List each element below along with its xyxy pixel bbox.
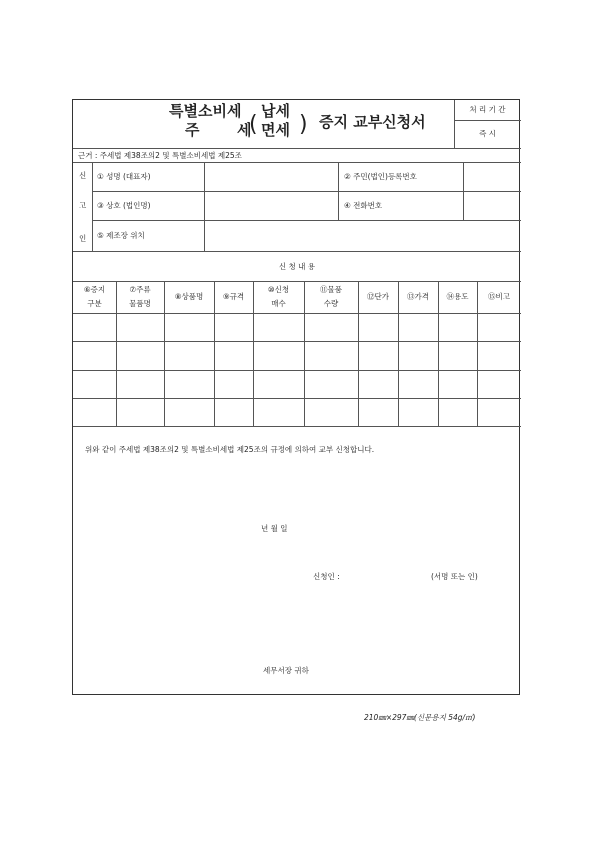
paper-size-footer: 210㎜×297㎜(신문용지 54g/㎡) [364,713,476,722]
factory-location-field[interactable] [205,221,521,251]
table-cell[interactable] [399,314,437,340]
table-cell[interactable] [165,342,213,368]
table-cell[interactable] [439,314,476,340]
table-header-line2: 수량 [323,299,339,308]
table-header: ⑧상품명 [174,292,204,301]
applicant-side-label-2: 고 [79,201,87,210]
processing-period-value: 즉 시 [479,129,496,138]
table-header-line2: 구분 [87,299,102,308]
table-header-line1: ⑥증지 [83,285,106,294]
table-cell[interactable] [359,342,397,368]
table-header-line1: ⑪물품 [320,285,342,294]
title-paren-close: ) [299,112,308,137]
factory-location-label: ⑤ 제조장 위치 [97,231,145,240]
table-cell[interactable] [359,399,397,425]
table-bottom-line [73,426,521,427]
table-cell[interactable] [215,399,252,425]
table-header: ⑫단가 [367,292,389,301]
table-cell[interactable] [254,342,303,368]
title-tax-payment: 납세 [261,102,290,120]
table-cell[interactable] [215,342,252,368]
registration-number-label: ② 주민(법인)등록번호 [344,172,417,181]
title-liquor-char-1: 주 [185,121,200,139]
applicant-mid-divider [338,162,339,220]
tax-office-addressee: 세무서장 귀하 [263,666,309,675]
company-field[interactable] [205,192,338,220]
table-cell[interactable] [478,399,520,425]
table-header-line2: 매수 [271,299,286,308]
title-liquor-char-2: 세 [237,121,252,139]
table-header: ⑭용도 [446,292,469,301]
table-header: ⑮비고 [488,292,510,301]
table-header-line1: ⑩신청 [267,285,290,294]
table-cell[interactable] [254,399,303,425]
table-cell[interactable] [215,371,252,397]
processing-period-label: 처 리 기 간 [469,105,506,114]
title-paren-open: ( [249,112,258,137]
table-cell[interactable] [439,342,476,368]
table-cell[interactable] [305,314,357,340]
date-line: 년 월 일 [261,524,288,533]
applicant-bottom-line [73,251,521,252]
applicant-side-label-3: 인 [79,234,87,243]
signature-note: (서명 또는 인) [431,572,478,581]
title-special-consumption-tax: 특별소비세 [169,102,242,120]
table-cell[interactable] [439,399,476,425]
table-cell[interactable] [117,314,163,340]
table-cell[interactable] [215,314,252,340]
header-bottom-line [73,148,521,149]
applicant-side-divider [92,162,93,251]
table-cell[interactable] [359,371,397,397]
application-form [72,99,520,695]
table-cell[interactable] [165,314,213,340]
table-cell[interactable] [439,371,476,397]
title-tax-exempt: 면세 [261,121,290,139]
table-cell[interactable] [74,314,115,340]
table-cell[interactable] [305,371,357,397]
legal-basis: 근거 : 주세법 제38조의2 및 특별소비세법 제25조 [78,151,242,160]
phone-field[interactable] [464,192,521,220]
table-cell[interactable] [399,399,437,425]
table-cell[interactable] [117,399,163,425]
registration-number-field[interactable] [464,163,521,191]
processing-box-mid-line [454,120,521,121]
name-field[interactable] [205,163,338,191]
table-cell[interactable] [359,314,397,340]
table-cell[interactable] [254,314,303,340]
table-cell[interactable] [254,371,303,397]
table-cell[interactable] [74,399,115,425]
name-label: ① 성명 (대표자) [97,172,151,181]
table-header: ⑬가격 [407,292,429,301]
application-statement: 위와 같이 주세법 제38조의2 및 특별소비세법 제25조의 규정에 의하여 교부 신청합니다. [85,445,375,454]
section-title-bottom-line [73,281,521,282]
table-cell[interactable] [478,371,520,397]
table-cell[interactable] [165,371,213,397]
applicant-sign-label: 신청인 : [313,572,340,581]
table-header-line1: ⑦주류 [129,285,151,294]
table-cell[interactable] [74,342,115,368]
table-cell[interactable] [399,371,437,397]
company-label: ③ 상호 (법인명) [97,201,151,210]
table-cell[interactable] [305,342,357,368]
section-title-application-details: 신 청 내 용 [278,262,316,271]
table-header-line2: 물품명 [129,299,151,308]
table-cell[interactable] [399,342,437,368]
phone-label: ④ 전화번호 [344,201,383,210]
table-cell[interactable] [305,399,357,425]
table-cell[interactable] [74,371,115,397]
table-cell[interactable] [478,342,520,368]
table-cell[interactable] [117,342,163,368]
applicant-side-label-1: 신 [79,171,87,180]
title-stamp-issuance-application: 증지 교부신청서 [319,113,426,131]
table-cell[interactable] [117,371,163,397]
table-header: ⑨규격 [222,292,245,301]
table-cell[interactable] [478,314,520,340]
applicant-sign-field[interactable] [355,569,431,583]
table-cell[interactable] [165,399,213,425]
